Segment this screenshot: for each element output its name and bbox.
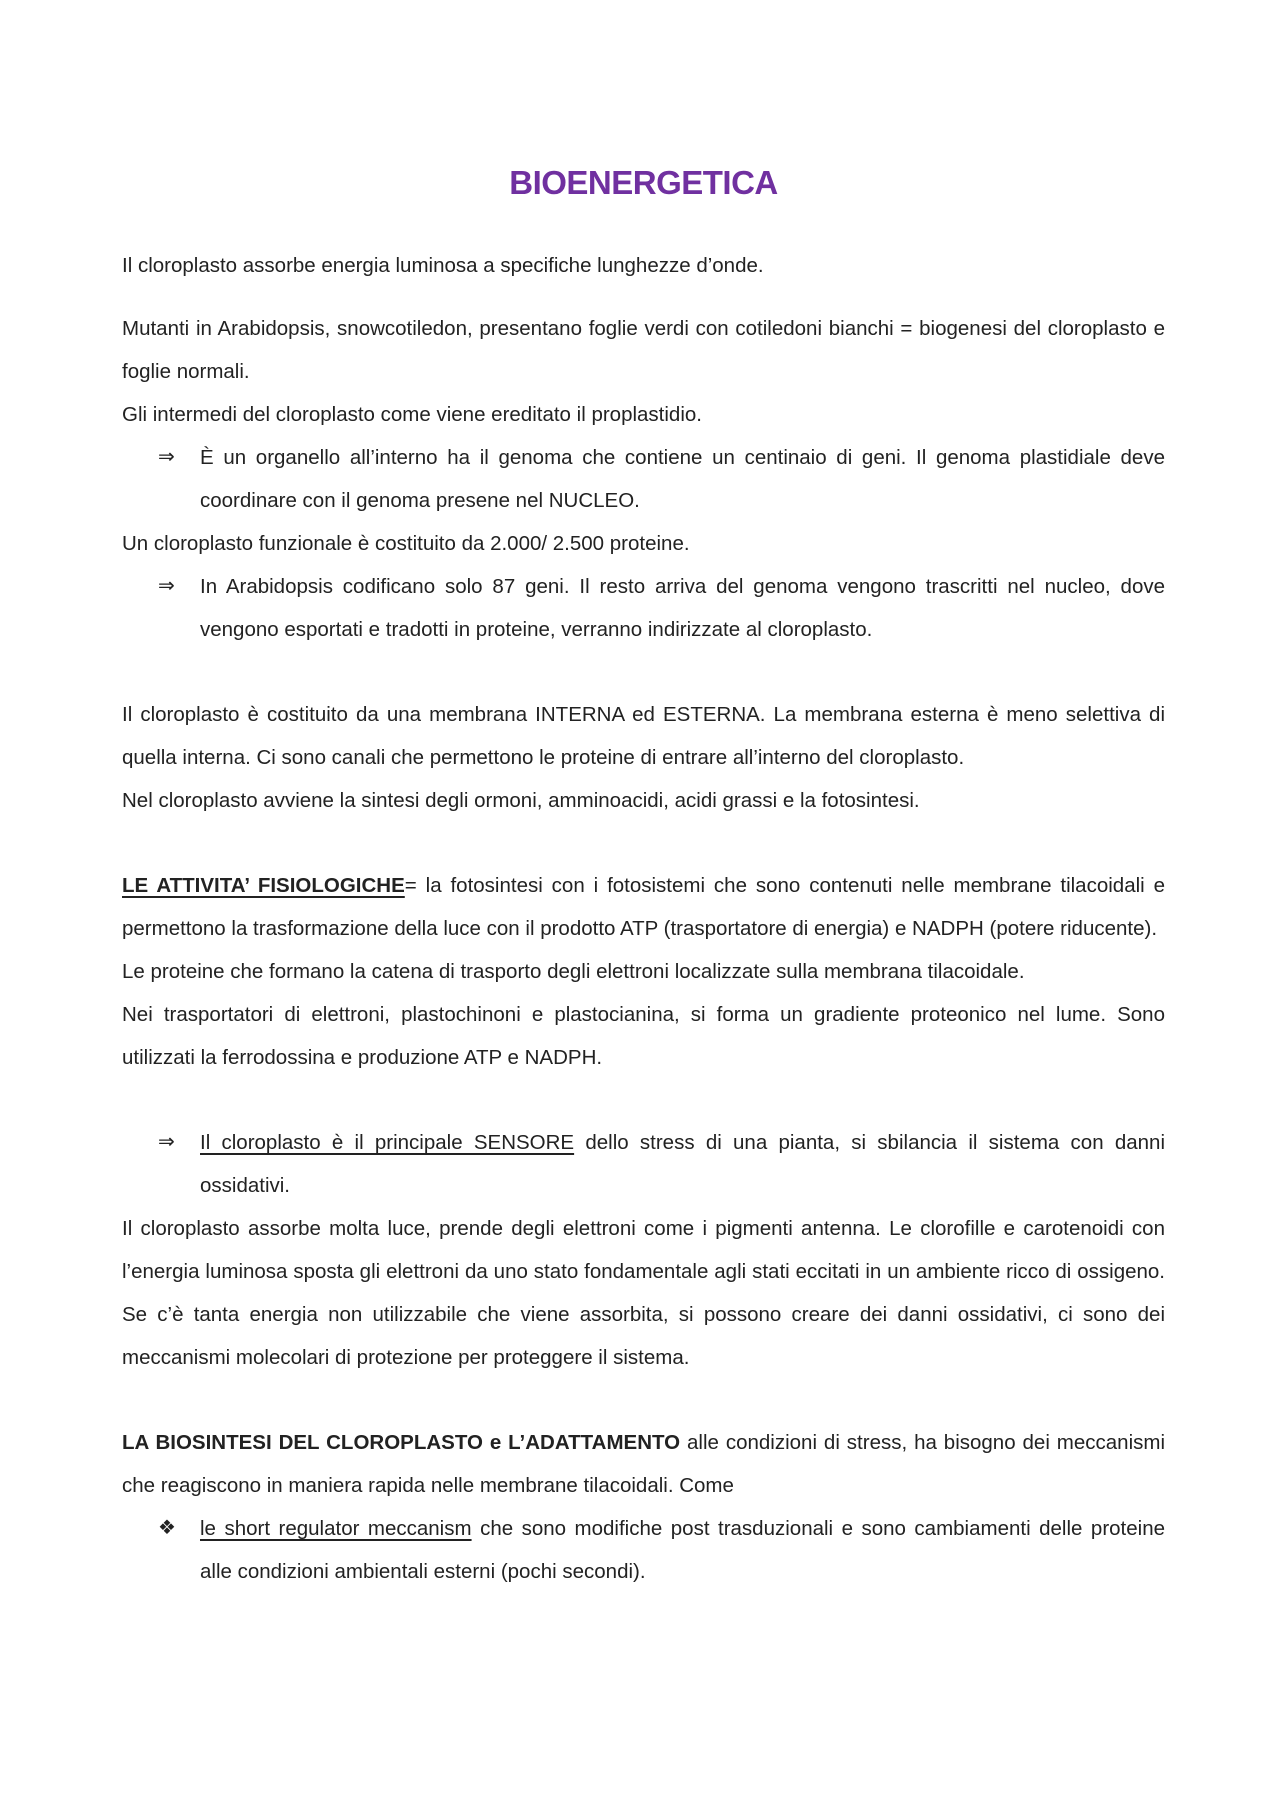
paragraph: Mutanti in Arabidopsis, snowcotiledon, presentano foglie verdi con cotiledoni bianchi = biogenesi del cloroplasto e foglie normali. (122, 317, 1165, 383)
paragraph-text: alle condizioni di stress, ha bisogno dei meccanismi che reagiscono in maniera rapida nelle membrane tilacoidali. Come (122, 1431, 1166, 1497)
underlined-text: le short regulator meccanism (200, 1517, 472, 1540)
paragraph: Nei trasportatori di elettroni, plastochinoni e plastocianina, si forma un gradiente proteonico nel lume. Sono utilizzati la ferrodossina e produzione ATP e NADPH. (122, 1003, 1165, 1069)
arrow-icon: ⇒ (158, 1131, 175, 1153)
paragraph: Il cloroplasto è costituito da una membrana INTERNA ed ESTERNA. La membrana esterna è meno selettiva di quella interna. Ci sono canali che permettono le proteine di entrare all’interno del cloroplasto. (122, 703, 1165, 769)
bullet-text: È un organello all’interno ha il genoma che contiene un centinaio di geni. Il genoma plastidiale deve coordinare con il genoma presene nel NUCLEO. (200, 446, 1165, 512)
section-heading: LE ATTIVITA’ FISIOLOGICHE (122, 874, 405, 897)
paragraph: Nel cloroplasto avviene la sintesi degli ormoni, amminoacidi, acidi grassi e la fotosintesi. (122, 789, 920, 812)
paragraph: Il cloroplasto assorbe energia luminosa a specifiche lunghezze d’onde. (122, 254, 764, 277)
document-page (122, 160, 1165, 1593)
arrow-bullet-item (122, 436, 1165, 522)
paragraph: Un cloroplasto funzionale è costituito da 2.000/ 2.500 proteine. (122, 532, 690, 555)
paragraph: Le proteine che formano la catena di trasporto degli elettroni localizzate sulla membrana tilacoidale. (122, 960, 1025, 983)
bullet-text: che sono modifiche post trasduzionali e sono cambiamenti delle proteine alle condizioni ambientali esterni (pochi secondi). (200, 1517, 1166, 1583)
arrow-bullet-item (122, 565, 1165, 651)
paragraph: Il cloroplasto assorbe molta luce, prende degli elettroni come i pigmenti antenna. Le clorofille e carotenoidi con l’energia luminosa sposta gli elettroni da uno stato fondamentale agli stati eccitati in un ambiente ricco di ossigeno. Se c’è tanta energia non utilizzabile che viene assorbita, si possono creare dei danni ossidativi, ci sono dei meccanismi molecolari di protezione per proteggere il sistema. (122, 1217, 1165, 1369)
arrow-icon: ⇒ (158, 446, 175, 468)
arrow-bullet-item (122, 1121, 1165, 1207)
diamond-icon: ❖ (158, 1517, 176, 1539)
paragraph-text: = la fotosintesi con i fotosistemi che sono contenuti nelle membrane tilacoidali e permettono la trasformazione della luce con il prodotto ATP (trasportatore di energia) e NADPH (potere riducente). (122, 874, 1165, 940)
bullet-text: dello stress di una pianta, si sbilancia il sistema con danni ossidativi. (200, 1131, 1165, 1197)
underlined-text: Il cloroplasto è il principale SENSORE (200, 1131, 575, 1154)
bullet-text: In Arabidopsis codificano solo 87 geni. Il resto arriva del genoma vengono trascritti nel nucleo, dove vengono esportati e tradotti in proteine, verranno indirizzate al cloroplasto. (200, 575, 1165, 641)
arrow-icon: ⇒ (158, 575, 175, 597)
paragraph (122, 864, 1165, 950)
paragraph (122, 1421, 1165, 1507)
page-title: BIOENERGETICA (509, 164, 778, 201)
diamond-bullet-item (122, 1507, 1165, 1593)
section-heading: LA BIOSINTESI DEL CLOROPLASTO e L’ADATTAMENTO (122, 1431, 681, 1454)
paragraph: Gli intermedi del cloroplasto come viene ereditato il proplastidio. (122, 403, 702, 426)
